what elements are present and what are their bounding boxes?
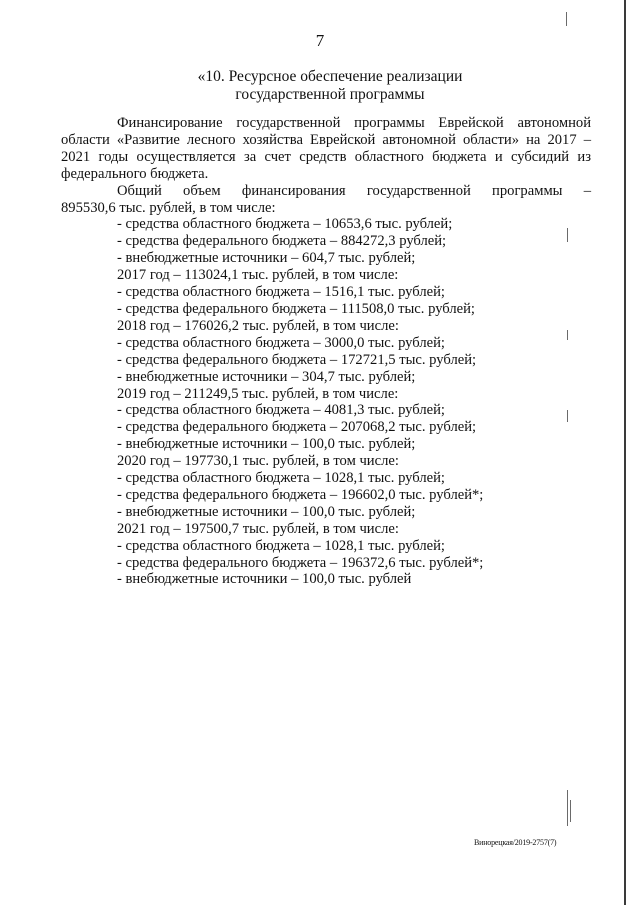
funding-line: - внебюджетные источники – 304,7 тыс. рублей; bbox=[117, 368, 416, 385]
funding-line: - внебюджетные источники – 100,0 тыс. рублей bbox=[117, 571, 412, 588]
year-line: 2017 год – 113024,1 тыс. рублей, в том числе: bbox=[117, 267, 399, 284]
document-body bbox=[61, 115, 591, 588]
section-title bbox=[120, 68, 540, 104]
funding-line: - средства областного бюджета – 4081,3 тыс. рублей; bbox=[117, 402, 445, 419]
scan-mark bbox=[570, 800, 571, 822]
scan-mark bbox=[567, 790, 568, 826]
funding-line: - средства федерального бюджета – 207068,2 тыс. рублей; bbox=[117, 419, 477, 436]
paragraph-total-volume: Общий объем финансирования государственной программы – bbox=[117, 182, 591, 199]
funding-line: - средства областного бюджета – 10653,6 тыс. рублей; bbox=[117, 216, 453, 233]
funding-line: - средства федерального бюджета – 172721,5 тыс. рублей; bbox=[117, 351, 477, 368]
funding-line: - средства областного бюджета – 1028,1 тыс. рублей; bbox=[117, 470, 445, 487]
funding-line: - средства федерального бюджета – 196372,6 тыс. рублей*; bbox=[117, 554, 484, 571]
funding-line: - средства федерального бюджета – 884272,3 рублей; bbox=[117, 233, 447, 250]
funding-line: - средства областного бюджета – 3000,0 тыс. рублей; bbox=[117, 334, 445, 351]
year-line: 2020 год – 197730,1 тыс. рублей, в том числе: bbox=[117, 453, 399, 470]
document-code: Винорецкая/2019-2757(7) bbox=[474, 838, 557, 847]
funding-line: - внебюджетные источники – 100,0 тыс. рублей; bbox=[117, 503, 416, 520]
paragraph-total-volume-cont: 895530,6 тыс. рублей, в том числе: bbox=[61, 199, 276, 216]
funding-line: - средства областного бюджета – 1516,1 тыс. рублей; bbox=[117, 284, 445, 301]
paragraph-financing: Финансирование государственной программы Еврейской автономной области «Развитие лесного хозяйства Еврейской автономной области» на 2017 – 2021 годы осуществляется за счет средств областного бюджета и субсидий из федерального бюджета. bbox=[61, 115, 591, 182]
section-title-line: государственной программы bbox=[235, 86, 425, 103]
year-line: 2018 год – 176026,2 тыс. рублей, в том числе: bbox=[117, 317, 399, 334]
page-border-line bbox=[624, 0, 626, 905]
section-title-line: «10. Ресурсное обеспечение реализации bbox=[197, 68, 463, 85]
year-line: 2021 год – 197500,7 тыс. рублей, в том числе: bbox=[117, 520, 399, 537]
funding-line: - внебюджетные источники – 100,0 тыс. рублей; bbox=[117, 436, 416, 453]
funding-line: - внебюджетные источники – 604,7 тыс. рублей; bbox=[117, 250, 416, 267]
funding-line: - средства федерального бюджета – 196602,0 тыс. рублей*; bbox=[117, 486, 484, 503]
funding-line: - средства федерального бюджета – 111508,0 тыс. рублей; bbox=[117, 300, 475, 317]
funding-line: - средства областного бюджета – 1028,1 тыс. рублей; bbox=[117, 537, 445, 554]
page-number: 7 bbox=[315, 31, 325, 50]
year-line: 2019 год – 211249,5 тыс. рублей, в том числе: bbox=[117, 385, 399, 402]
scan-mark bbox=[566, 12, 567, 26]
